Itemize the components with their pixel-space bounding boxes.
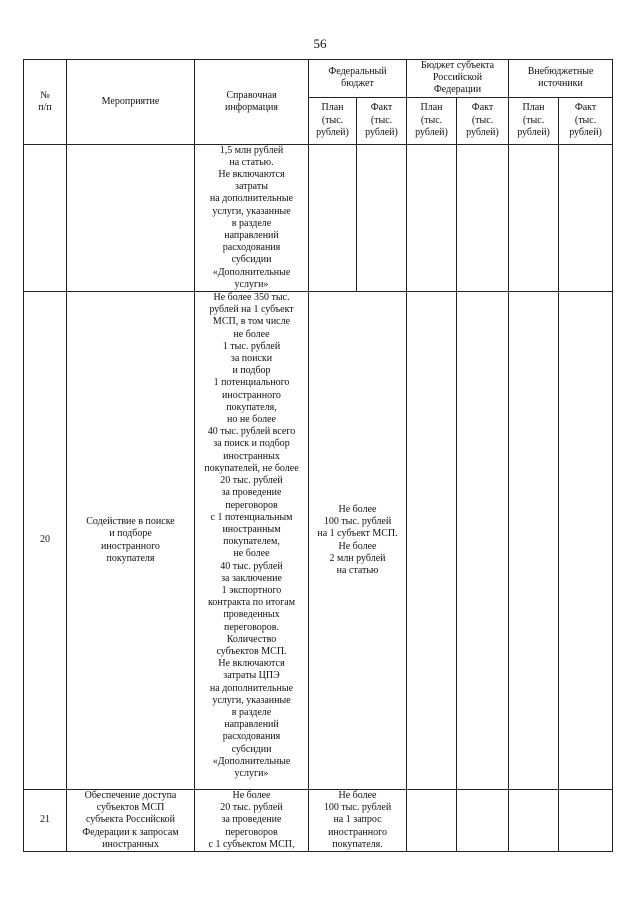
row-regional-plan <box>407 292 457 790</box>
row-federal-fact <box>357 144 407 291</box>
row-extra-fact <box>559 292 613 790</box>
header-federal: Федеральный бюджет <box>309 60 407 98</box>
row-extra-plan <box>509 144 559 291</box>
row-num: 20 <box>24 292 67 790</box>
header-extra-fact: Факт (тыс. рублей) <box>559 97 613 144</box>
row-num: 21 <box>24 790 67 852</box>
row-federal-amount: Не более 100 тыс. рублей на 1 запрос иностранного покупателя. <box>309 790 407 852</box>
row-event: Содействие в поиске и подборе иностранного покупателя <box>67 292 195 790</box>
header-regional-plan: План (тыс. рублей) <box>407 97 457 144</box>
header-extra-plan: План (тыс. рублей) <box>509 97 559 144</box>
table-row <box>24 790 613 852</box>
header-regional-fact: Факт (тыс. рублей) <box>457 97 509 144</box>
row-regional-fact <box>457 790 509 852</box>
row-federal-amount: Не более 100 тыс. рублей на 1 субъект МСП. Не более 2 млн рублей на статью <box>309 292 407 790</box>
table-row <box>24 292 613 790</box>
row-extra-fact <box>559 144 613 291</box>
row-federal-plan <box>309 144 357 291</box>
row-regional-fact <box>457 144 509 291</box>
page-number: 56 <box>313 36 327 51</box>
row-num <box>24 144 67 291</box>
header-regional: Бюджет субъекта Российской Федерации <box>407 60 509 98</box>
row-info: Не более 350 тыс. рублей на 1 субъект МСП, в том числе не более 1 тыс. рублей за поиски и подбор 1 потенциального иностранного покупателя, но не более 40 тыс. рублей всего за поиск и подбор иностранных покупателей, не более 20 тыс. рублей за проведение переговоров с 1 потенциальным иностранным покупателем, не более 40 тыс. рублей за заключение 1 экспортного контракта по итогам проведенных переговоров. Количество субъектов МСП. Не включаются затраты ЦПЭ на дополнительные услуги, указанные в разделе направлений расходования субсидии «Дополнительные услуги» <box>195 292 309 790</box>
row-extra-plan <box>509 790 559 852</box>
header-row-top <box>24 60 613 98</box>
header-event: Мероприятие <box>67 60 195 145</box>
row-regional-fact <box>457 292 509 790</box>
row-info: Не более 20 тыс. рублей за проведение переговоров с 1 субъектом МСП, <box>195 790 309 852</box>
row-info: 1,5 млн рублей на статью. Не включаются затраты на дополнительные услуги, указанные в разделе направлений расходования субсидии «Дополнительные услуги» <box>195 144 309 291</box>
header-num: № п/п <box>24 60 67 145</box>
row-regional-plan <box>407 144 457 291</box>
table-row <box>24 144 613 291</box>
header-info: Справочная информация <box>195 60 309 145</box>
funding-table <box>23 59 613 852</box>
header-federal-fact: Факт (тыс. рублей) <box>357 97 407 144</box>
row-extra-plan <box>509 292 559 790</box>
row-extra-fact <box>559 790 613 852</box>
row-event <box>67 144 195 291</box>
header-extra: Внебюджетные источники <box>509 60 613 98</box>
header-federal-plan: План (тыс. рублей) <box>309 97 357 144</box>
row-regional-plan <box>407 790 457 852</box>
row-event: Обеспечение доступа субъектов МСП субъекта Российской Федерации к запросам иностранных <box>67 790 195 852</box>
